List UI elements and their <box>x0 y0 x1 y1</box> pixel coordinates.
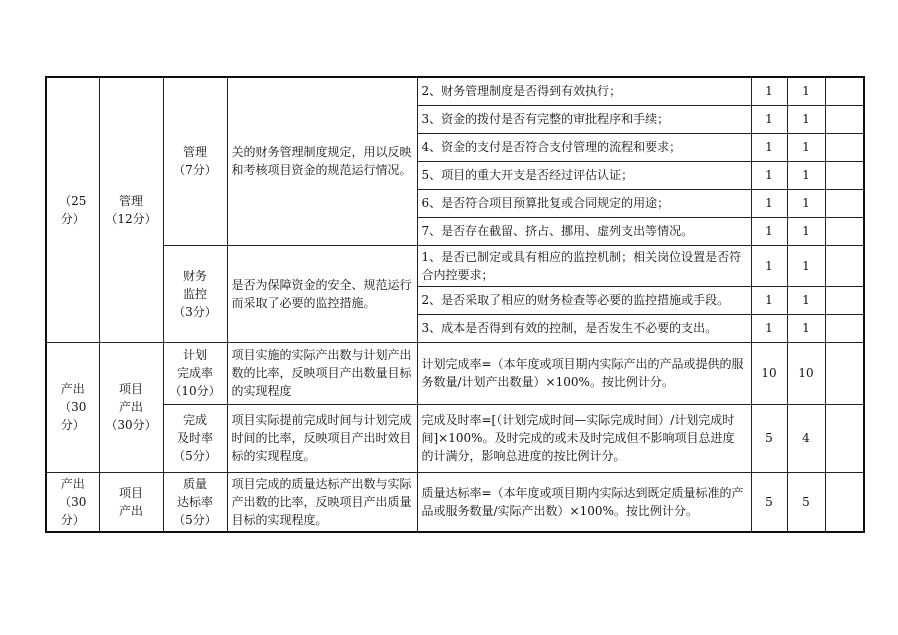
level3-name: 完成 <box>182 413 207 427</box>
level3-cell <box>163 404 227 472</box>
level3-cell <box>163 342 227 404</box>
criteria-cell: 1、是否已制定或具有相应的监控机制；相关岗位设置是否符合内控要求； <box>417 245 751 286</box>
weight-cell: 10 <box>751 342 787 404</box>
level3-name: 完成率 <box>176 366 213 380</box>
criteria-cell: 3、资金的拨付是否有完整的审批程序和手续； <box>417 105 751 133</box>
remark-cell <box>825 472 864 532</box>
weight-cell: 1 <box>751 77 787 105</box>
level2-name: 项目 <box>118 485 143 500</box>
level3-name: 计划 <box>182 348 207 362</box>
level3-name: 及时率 <box>176 431 213 445</box>
level3-score: （10分） <box>169 384 221 398</box>
table-row <box>46 472 864 532</box>
remark-cell <box>825 133 864 161</box>
weight-cell: 5 <box>751 404 787 472</box>
weight-cell: 1 <box>751 217 787 245</box>
level3-cell <box>163 245 227 342</box>
weight-cell: 1 <box>751 286 787 314</box>
indicator-description: 是否为保障资金的安全、规范运行而采取了必要的监控措施。 <box>227 245 417 342</box>
score-cell: 1 <box>787 217 825 245</box>
level3-cell <box>163 472 227 532</box>
level3-name: 质量 <box>182 476 207 491</box>
weight-cell: 1 <box>751 105 787 133</box>
level1-cell <box>46 472 99 532</box>
criteria-cell: 计划完成率=（本年度或项目期内实际产出的产品或提供的服务数量/计划产出数量）×100%。按比例计分。 <box>417 342 751 404</box>
remark-cell <box>825 314 864 342</box>
score-cell: 1 <box>787 77 825 105</box>
score-cell: 1 <box>787 105 825 133</box>
remark-cell <box>825 217 864 245</box>
indicator-description: 项目实施的实际产出数与计划产出数的比率，反映项目产出数量目标的实现程度 <box>227 342 417 404</box>
criteria-cell: 3、成本是否得到有效的控制，是否发生不必要的支出。 <box>417 314 751 342</box>
level1-score: （30分） <box>59 400 87 432</box>
level3-name: 管理 <box>182 145 207 160</box>
remark-cell <box>825 286 864 314</box>
score-cell: 1 <box>787 245 825 286</box>
level3-score: （7分） <box>173 163 217 178</box>
score-cell: 10 <box>787 342 825 404</box>
indicator-description: 关的财务管理制度规定，用以反映和考核项目资金的规范运行情况。 <box>227 77 417 245</box>
level1-cell <box>46 342 99 472</box>
level2-cell <box>99 77 163 342</box>
indicator-description: 项目完成的质量达标产出数与实际产出数的比率，反映项目产出质量目标的实现程度。 <box>227 472 417 532</box>
score-cell: 1 <box>787 189 825 217</box>
criteria-cell: 5、项目的重大开支是否经过评估认证； <box>417 161 751 189</box>
weight-cell: 1 <box>751 189 787 217</box>
remark-cell <box>825 404 864 472</box>
criteria-cell: 2、财务管理制度是否得到有效执行； <box>417 77 751 105</box>
level3-name: 财务 <box>182 268 207 283</box>
level2-name: 项目 <box>118 382 143 396</box>
weight-cell: 1 <box>751 161 787 189</box>
level2-name: 产出 <box>118 400 143 414</box>
level3-name: 监控 <box>182 286 207 301</box>
score-cell: 1 <box>787 286 825 314</box>
level2-score: （12分） <box>105 211 157 226</box>
level3-score: （5分） <box>173 449 217 463</box>
level2-name: 产出 <box>118 503 143 518</box>
score-cell: 1 <box>787 161 825 189</box>
level3-cell <box>163 77 227 245</box>
level2-cell <box>99 342 163 472</box>
score-cell: 1 <box>787 133 825 161</box>
table-row <box>46 77 864 105</box>
level1-score-cell: （25分） <box>46 77 99 342</box>
criteria-cell: 4、资金的支付是否符合支付管理的流程和要求； <box>417 133 751 161</box>
remark-cell <box>825 77 864 105</box>
level3-name: 达标率 <box>176 494 213 509</box>
level1-name: 产出 <box>60 476 85 491</box>
evaluation-table <box>45 76 865 533</box>
table-row <box>46 342 864 404</box>
level3-score: （3分） <box>173 304 217 319</box>
level2-name: 管理 <box>118 193 143 208</box>
criteria-cell: 完成及时率=[（计划完成时间—实际完成时间）/计划完成时间]×100%。及时完成的或未及时完成但不影响项目总进度的计满分，影响总进度的按比例计分。 <box>417 404 751 472</box>
weight-cell: 1 <box>751 133 787 161</box>
indicator-description: 项目实际提前完成时间与计划完成时间的比率，反映项目产出时效目标的实现程度。 <box>227 404 417 472</box>
remark-cell <box>825 161 864 189</box>
weight-cell: 5 <box>751 472 787 532</box>
level2-score: （30分） <box>105 418 157 432</box>
table-row <box>46 245 864 286</box>
weight-cell: 1 <box>751 314 787 342</box>
score-cell: 5 <box>787 472 825 532</box>
weight-cell: 1 <box>751 245 787 286</box>
remark-cell <box>825 342 864 404</box>
remark-cell <box>825 189 864 217</box>
level3-score: （5分） <box>173 512 217 527</box>
level1-score: （30分） <box>59 494 87 527</box>
remark-cell <box>825 105 864 133</box>
criteria-cell: 质量达标率=（本年度或项目期内实际达到既定质量标准的产品或服务数量/实际产出数）×100%。按比例计分。 <box>417 472 751 532</box>
criteria-cell: 7、是否存在截留、挤占、挪用、虚列支出等情况。 <box>417 217 751 245</box>
level1-name: 产出 <box>60 382 85 396</box>
remark-cell <box>825 245 864 286</box>
level2-cell <box>99 472 163 532</box>
score-cell: 4 <box>787 404 825 472</box>
score-cell: 1 <box>787 314 825 342</box>
table-row <box>46 404 864 472</box>
criteria-cell: 2、是否采取了相应的财务检查等必要的监控措施或手段。 <box>417 286 751 314</box>
criteria-cell: 6、是否符合项目预算批复或合同规定的用途； <box>417 189 751 217</box>
